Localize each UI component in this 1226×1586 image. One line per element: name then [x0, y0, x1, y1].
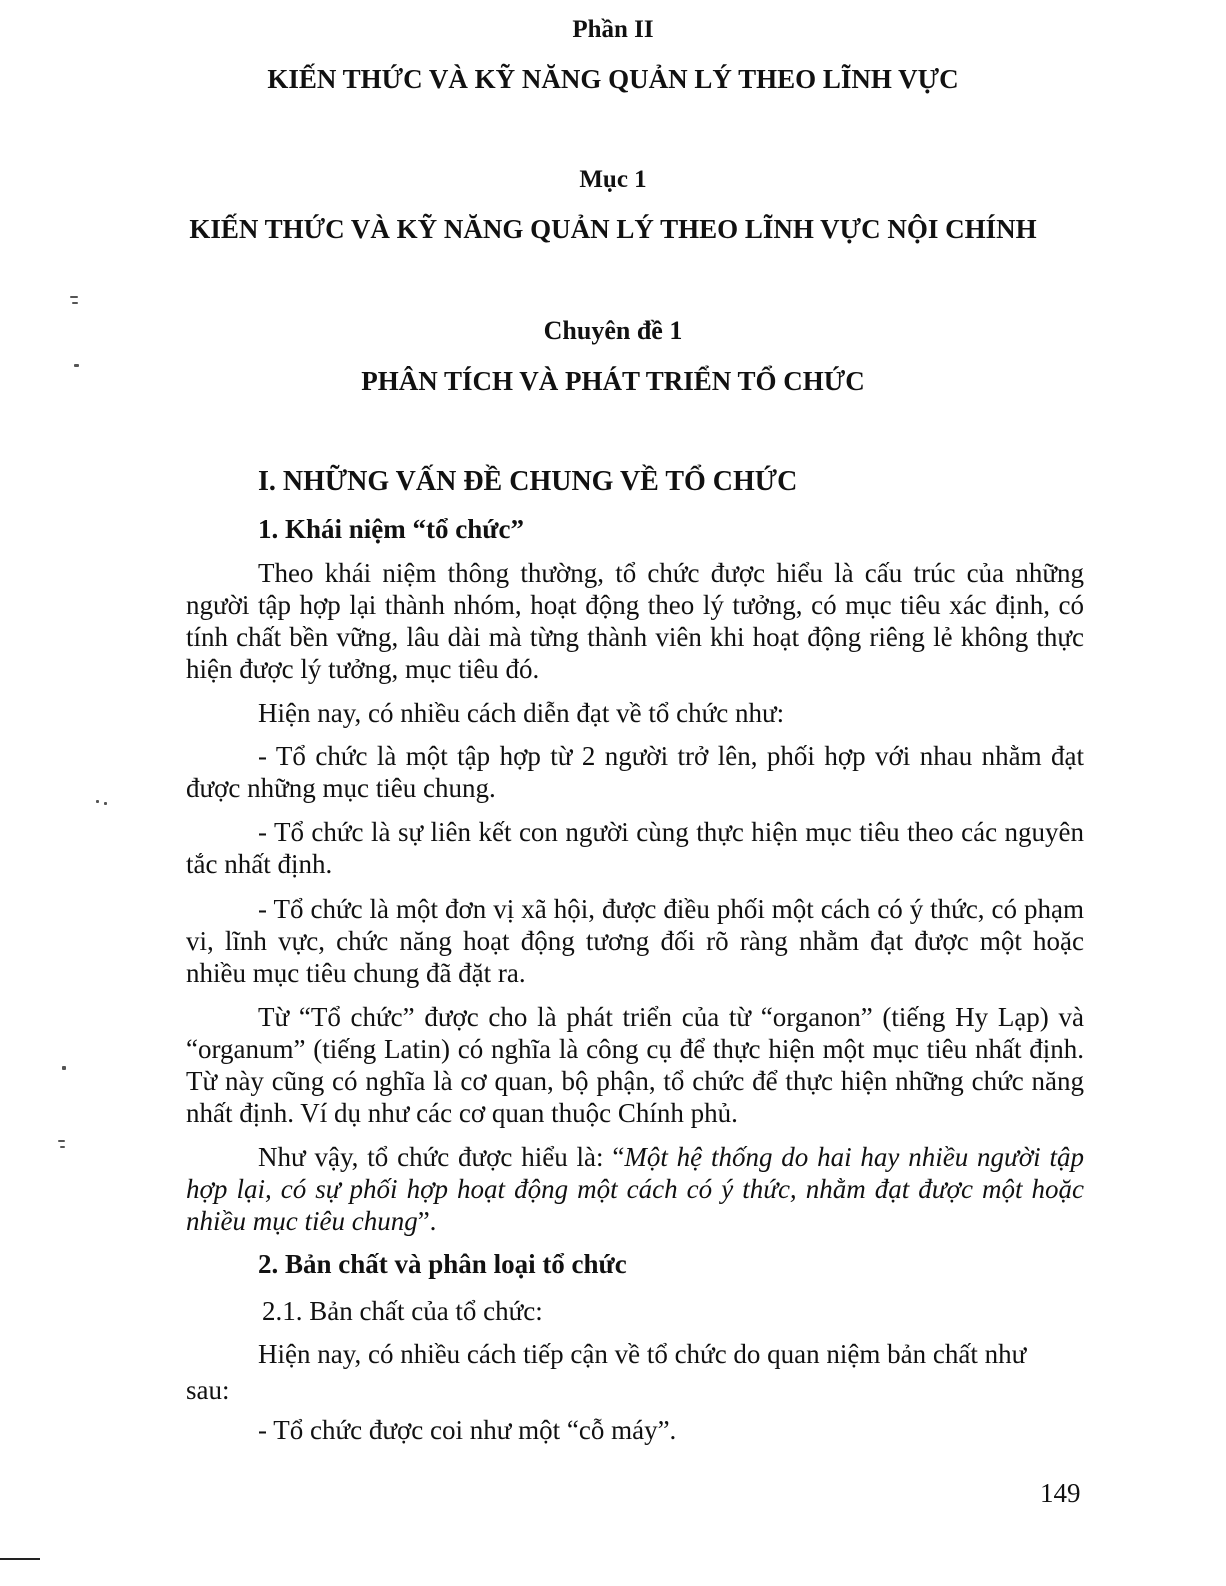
list-item-machine: - Tổ chức được coi như một “cỗ máy”. — [258, 1415, 677, 1445]
section-label: Mục 1 — [579, 166, 647, 193]
list-item-definition-2: - Tổ chức là sự liên kết con người cùng thực hiện mục tiêu theo các nguyên tắc nhất định. — [186, 817, 1084, 879]
page-number: 149 — [1040, 1478, 1081, 1508]
paragraph-etymology: Từ “Tổ chức” được cho là phát triển của từ “organon” (tiếng Hy Lạp) và “organum” (tiếng Latin) có nghĩa là công cụ để thực hiện một mục tiêu nhất định. Từ này cũng có nghĩa là cơ quan, bộ phận, tổ chức để thực hiện những chức năng nhất định. Ví dụ như các cơ quan thuộc Chính phủ. — [186, 1002, 1084, 1128]
part-label: Phần II — [572, 16, 654, 43]
conclusion-tail: ”. — [417, 1206, 437, 1236]
topic-label: Chuyên đề 1 — [543, 316, 683, 345]
section-heading: I. NHỮNG VẤN ĐỀ CHUNG VỀ TỔ CHỨC — [258, 466, 798, 497]
scan-speck — [96, 800, 99, 803]
conclusion-lead: Như vậy, tổ chức được hiểu là: “ — [258, 1142, 625, 1172]
paragraph-nature-heading: 2.1. Bản chất của tổ chức: — [262, 1296, 543, 1326]
list-item-definition-1: - Tổ chức là một tập hợp từ 2 người trở lên, phối hợp với nhau nhằm đạt được những mục tiêu chung. — [186, 741, 1084, 803]
scan-speck — [60, 1146, 65, 1148]
paragraph-intro-list: Hiện nay, có nhiều cách diễn đạt về tổ chức như: — [258, 698, 785, 728]
section-title: KIẾN THỨC VÀ KỸ NĂNG QUẢN LÝ THEO LĨNH VỰC NỘI CHÍNH — [189, 214, 1037, 244]
part-title: KIẾN THỨC VÀ KỸ NĂNG QUẢN LÝ THEO LĨNH VỰC — [267, 64, 959, 94]
scan-speck — [58, 1140, 65, 1142]
scan-speck — [70, 296, 78, 298]
conclusion-definition-italic: Một hệ thống do hai hay nhiều người tập hợp lại, có sự phối hợp hoạt động một cách có ý thức, nhằm đạt được một hoặc nhiều mục tiêu chung — [186, 1142, 1084, 1236]
topic-title: PHÂN TÍCH VÀ PHÁT TRIỂN TỔ CHỨC — [361, 366, 865, 396]
subsection-heading-2: 2. Bản chất và phân loại tổ chức — [258, 1249, 627, 1279]
paragraph-definition: Theo khái niệm thông thường, tổ chức được hiểu là cấu trúc của những người tập hợp lại thành nhóm, hoạt động theo lý tưởng, có mục tiêu xác định, có tính chất bền vững, lâu dài mà từng thành viên khi hoạt động riêng lẻ không thực hiện được lý tưởng, mục tiêu đó. — [186, 558, 1084, 684]
paragraph-approaches-line2: sau: — [186, 1375, 230, 1405]
paragraph-conclusion — [186, 1141, 1084, 1237]
scan-edge-line — [0, 1558, 40, 1560]
scan-speck — [62, 1066, 66, 1070]
scan-speck — [104, 802, 107, 805]
scan-speck — [74, 364, 79, 367]
scan-speck — [72, 302, 78, 304]
subsection-heading: 1. Khái niệm “tổ chức” — [258, 514, 524, 544]
list-item-definition-3: - Tổ chức là một đơn vị xã hội, được điều phối một cách có ý thức, có phạm vi, lĩnh vực, chức năng hoạt động tương đối rõ ràng nhằm đạt được một hoặc nhiều mục tiêu chung đã đặt ra. — [186, 894, 1084, 988]
paragraph-approaches-line1: Hiện nay, có nhiều cách tiếp cận về tổ chức do quan niệm bản chất như — [258, 1339, 1027, 1369]
